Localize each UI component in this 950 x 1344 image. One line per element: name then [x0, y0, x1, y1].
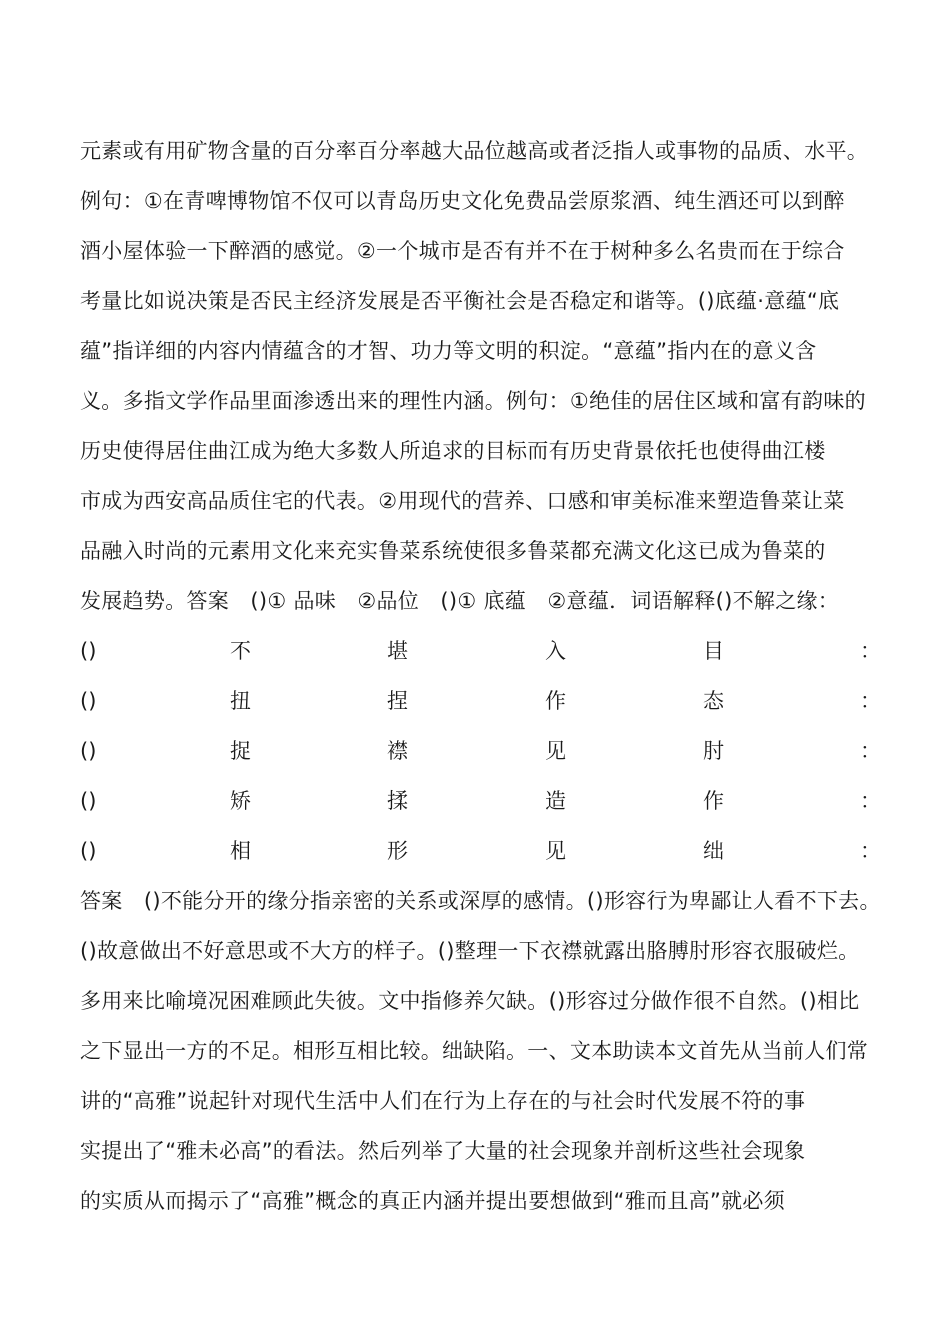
idiom-number: () — [80, 789, 97, 813]
idiom-char: 作 — [703, 789, 724, 813]
idiom-char: 扭 — [230, 689, 251, 713]
idiom-colon: ： — [860, 739, 881, 763]
idiom-char: 捉 — [230, 739, 251, 763]
text-line: 市成为西安高品质住宅的代表。②用现代的营养、口感和审美标准来塑造鲁菜让菜 — [80, 489, 845, 513]
text-line: 之下显出一方的不足。相形互相比较。绌缺陷。一、文本助读本文首先从当前人们常 — [80, 1039, 869, 1063]
idiom-char: 形 — [387, 839, 408, 863]
document-page — [80, 128, 886, 1228]
idiom-char: 相 — [230, 839, 251, 863]
text-line: 例句：①在青啤博物馆不仅可以青岛历史文化免费品尝原浆酒、纯生酒还可以到醉 — [80, 189, 845, 213]
text-line: 元素或有用矿物含量的百分率百分率越大品位越高或者泛指人或事物的品质、水平。 — [80, 139, 869, 163]
text-line: 考量比如说决策是否民主经济发展是否平衡社会是否稳定和谐等。()底蕴·意蕴“底 — [80, 289, 840, 313]
idiom-char: 揉 — [387, 789, 408, 813]
idiom-char: 造 — [545, 789, 566, 813]
idiom-number: () — [80, 639, 97, 663]
text-line: 实提出了“雅未必高”的看法。然后列举了大量的社会现象并剖析这些社会现象 — [80, 1139, 806, 1163]
idiom-char: 见 — [545, 839, 566, 863]
idiom-list — [80, 628, 886, 878]
text-line: 蕴”指详细的内容内情蕴含的才智、功力等文明的积淀。“意蕴”指内在的意义含 — [80, 339, 817, 363]
idiom-char: 襟 — [387, 739, 408, 763]
idiom-char: 捏 — [387, 689, 408, 713]
text-line: 品融入时尚的元素用文化来充实鲁菜系统使很多鲁菜都充满文化这已成为鲁菜的 — [80, 539, 826, 563]
idiom-row — [80, 678, 886, 728]
idiom-number: () — [80, 739, 97, 763]
idiom-colon: ： — [860, 689, 881, 713]
idiom-char: 堪 — [387, 639, 408, 663]
text-line: 酒小屋体验一下醉酒的感觉。②一个城市是否有并不在于树种多么名贵而在于综合 — [80, 239, 845, 263]
idiom-number: () — [80, 839, 97, 863]
text-line: 讲的“高雅”说起针对现代生活中人们在行为上存在的与社会时代发展不符的事 — [80, 1089, 806, 1113]
text-line: 答案 ()不能分开的缘分指亲密的关系或深厚的感情。()形容行为卑鄙让人看不下去。 — [80, 889, 881, 913]
text-line: 义。多指文学作品里面渗透出来的理性内涵。例句：①绝佳的居住区域和富有韵味的 — [80, 389, 866, 413]
idiom-colon: ： — [860, 839, 881, 863]
idiom-row — [80, 728, 886, 778]
idiom-row — [80, 778, 886, 828]
idiom-row — [80, 828, 886, 878]
idiom-char: 态 — [703, 689, 724, 713]
paragraph-top — [80, 128, 886, 628]
text-line: 发展趋势。答案 ()① 品味 ②品位 ()① 底蕴 ②意蕴．词语解释()不解之缘： — [80, 589, 840, 613]
idiom-char: 矫 — [230, 789, 251, 813]
idiom-char: 见 — [545, 739, 566, 763]
idiom-row — [80, 628, 886, 678]
text-line: 历史使得居住曲江成为绝大多数人所追求的目标而有历史背景依托也使得曲江楼 — [80, 439, 826, 463]
idiom-colon: ： — [860, 789, 881, 813]
text-line: 的实质从而揭示了“高雅”概念的真正内涵并提出要想做到“雅而且高”就必须 — [80, 1189, 786, 1213]
idiom-char: 作 — [545, 689, 566, 713]
idiom-char: 目 — [703, 639, 724, 663]
idiom-char: 肘 — [703, 739, 724, 763]
idiom-number: () — [80, 689, 97, 713]
idiom-char: 绌 — [703, 839, 724, 863]
text-line: 多用来比喻境况困难顾此失彼。文中指修养欠缺。()形容过分做作很不自然。()相比 — [80, 989, 860, 1013]
idiom-colon: ： — [860, 639, 881, 663]
idiom-char: 入 — [545, 639, 566, 663]
idiom-char: 不 — [230, 639, 251, 663]
text-line: ()故意做出不好意思或不大方的样子。()整理一下衣襟就露出胳膊肘形容衣服破烂。 — [80, 939, 860, 963]
paragraph-bottom — [80, 878, 886, 1228]
